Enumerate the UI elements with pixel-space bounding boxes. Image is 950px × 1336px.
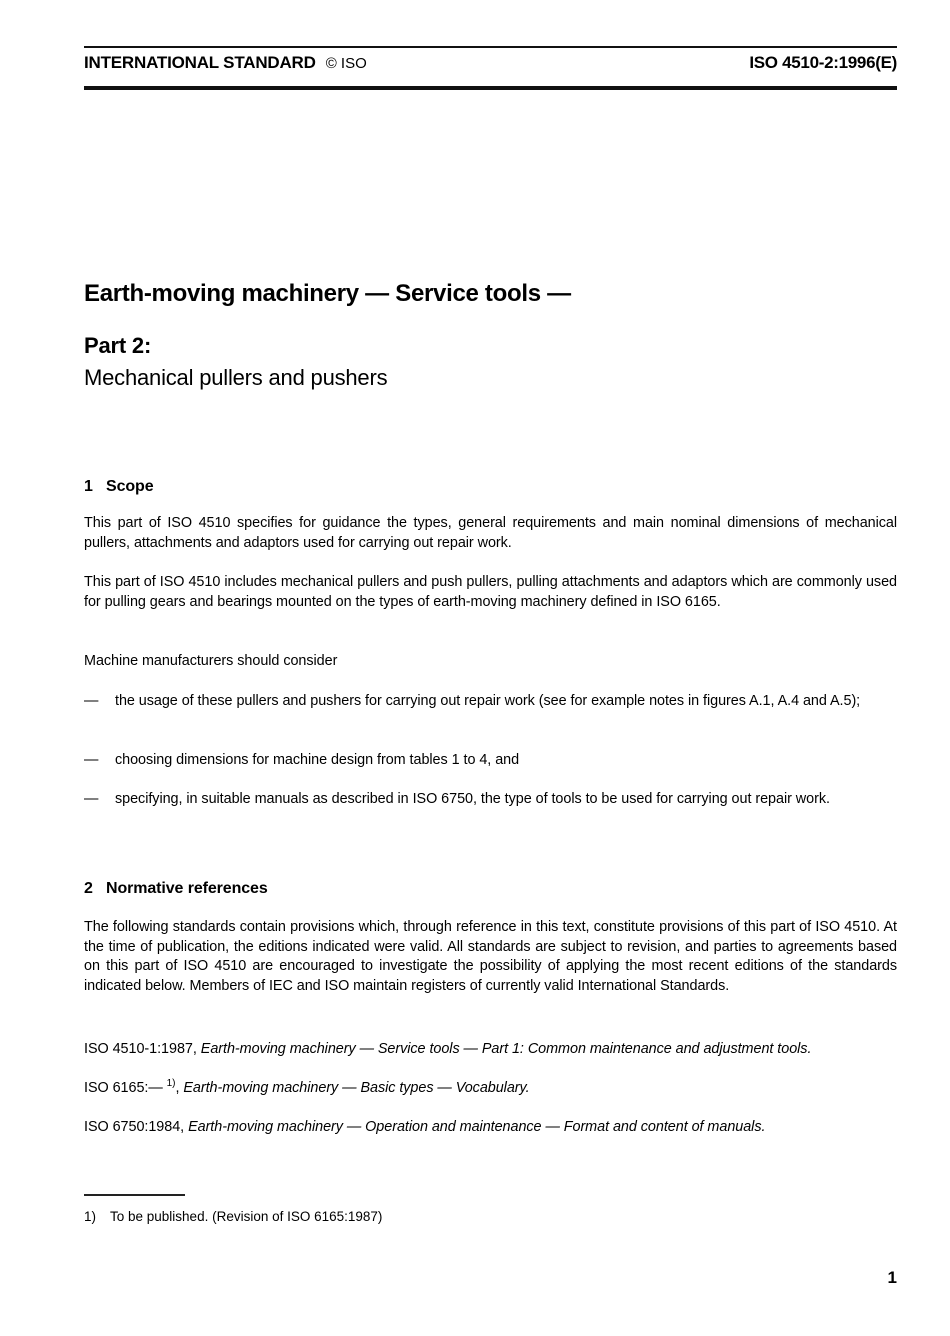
- scope-paragraph-1: This part of ISO 4510 specifies for guidance the types, general requirements and main nominal dimensions of mechanical pullers, attachments and adaptors used for carrying out repair work.: [84, 515, 897, 551]
- normative-references-paragraph-1: The following standards contain provisions which, through reference in this text, constitute provisions of this part of ISO 4510. At the time of publication, the editions indicated were valid. All standards are subject to revision, and parties to agreements based on this part of ISO 4510 are encouraged to investigate the possibility of applying the most recent editions of the standards indicated below. Members of IEC and ISO maintain registers of currently valid International Standards.: [84, 919, 897, 994]
- section-title-scope: Scope: [106, 478, 154, 495]
- reference-2-designation: ISO 6165:—: [84, 1080, 167, 1096]
- reference-3-designation: ISO 6750:1984,: [84, 1119, 189, 1135]
- international-standard-label: INTERNATIONAL STANDARD: [84, 53, 316, 72]
- bullet-dash-icon: —: [84, 791, 99, 807]
- footnote-text: To be published. (Revision of ISO 6165:1987): [110, 1209, 383, 1224]
- section-title-normative-references: Normative references: [106, 880, 268, 897]
- section-number-2: 2: [84, 880, 93, 897]
- reference-2-footnote-marker: 1): [166, 1078, 176, 1090]
- page-number: 1: [887, 1268, 897, 1287]
- section-heading-normative-references: [84, 880, 268, 898]
- header-rule-top: [84, 46, 897, 48]
- scope-bullet-2: [84, 751, 897, 771]
- reference-1-designation: ISO 4510-1:1987,: [84, 1041, 201, 1057]
- scope-bullet-1-text: the usage of these pullers and pushers for carrying out repair work (see for example notes in figures A.1, A.4 and A.5);: [115, 693, 861, 709]
- reference-entry-2: [84, 1079, 897, 1099]
- page-header: [84, 53, 897, 81]
- footnote-entry: [84, 1208, 684, 1226]
- section-heading-scope: [84, 478, 154, 496]
- scope-paragraph-2: This part of ISO 4510 includes mechanical pullers and push pullers, pulling attachments and adaptors which are commonly used for pulling gears and bearings mounted on the types of earth-moving machinery defined in ISO 6165.: [84, 574, 897, 610]
- header-left-group: [84, 53, 367, 73]
- bullet-dash-icon: —: [84, 752, 99, 768]
- scope-paragraph-3: Machine manufacturers should consider: [84, 653, 338, 669]
- bullet-dash-icon: —: [84, 693, 99, 709]
- reference-2-separator: ,: [175, 1080, 184, 1096]
- reference-entry-3: [84, 1118, 897, 1138]
- header-rule-bottom: [84, 86, 897, 90]
- reference-2-title: Earth-moving machinery — Basic types — Vocabulary.: [183, 1080, 530, 1096]
- part-number-label: Part 2:: [84, 333, 152, 358]
- document-title: Earth-moving machinery — Service tools —: [84, 280, 571, 307]
- reference-3-title: Earth-moving machinery — Operation and maintenance — Format and content of manuals.: [188, 1119, 766, 1135]
- section-number-1: 1: [84, 478, 93, 495]
- scope-bullet-3-text: specifying, in suitable manuals as described in ISO 6750, the type of tools to be used for carrying out repair work.: [115, 791, 830, 807]
- scope-bullet-2-text: choosing dimensions for machine design from tables 1 to 4, and: [115, 752, 520, 768]
- scope-bullet-3: [84, 790, 897, 810]
- copyright-iso-label: © ISO: [325, 55, 367, 72]
- footnote-separator-rule: [84, 1194, 185, 1196]
- reference-entry-1: [84, 1040, 897, 1060]
- footnote-marker: 1): [84, 1209, 97, 1224]
- part-subtitle: Mechanical pullers and pushers: [84, 365, 388, 390]
- scope-bullet-1: [84, 692, 897, 712]
- reference-1-title: Earth-moving machinery — Service tools — Part 1: Common maintenance and adjustment tools.: [200, 1041, 812, 1057]
- standard-reference-label: ISO 4510-2:1996(E): [749, 53, 897, 72]
